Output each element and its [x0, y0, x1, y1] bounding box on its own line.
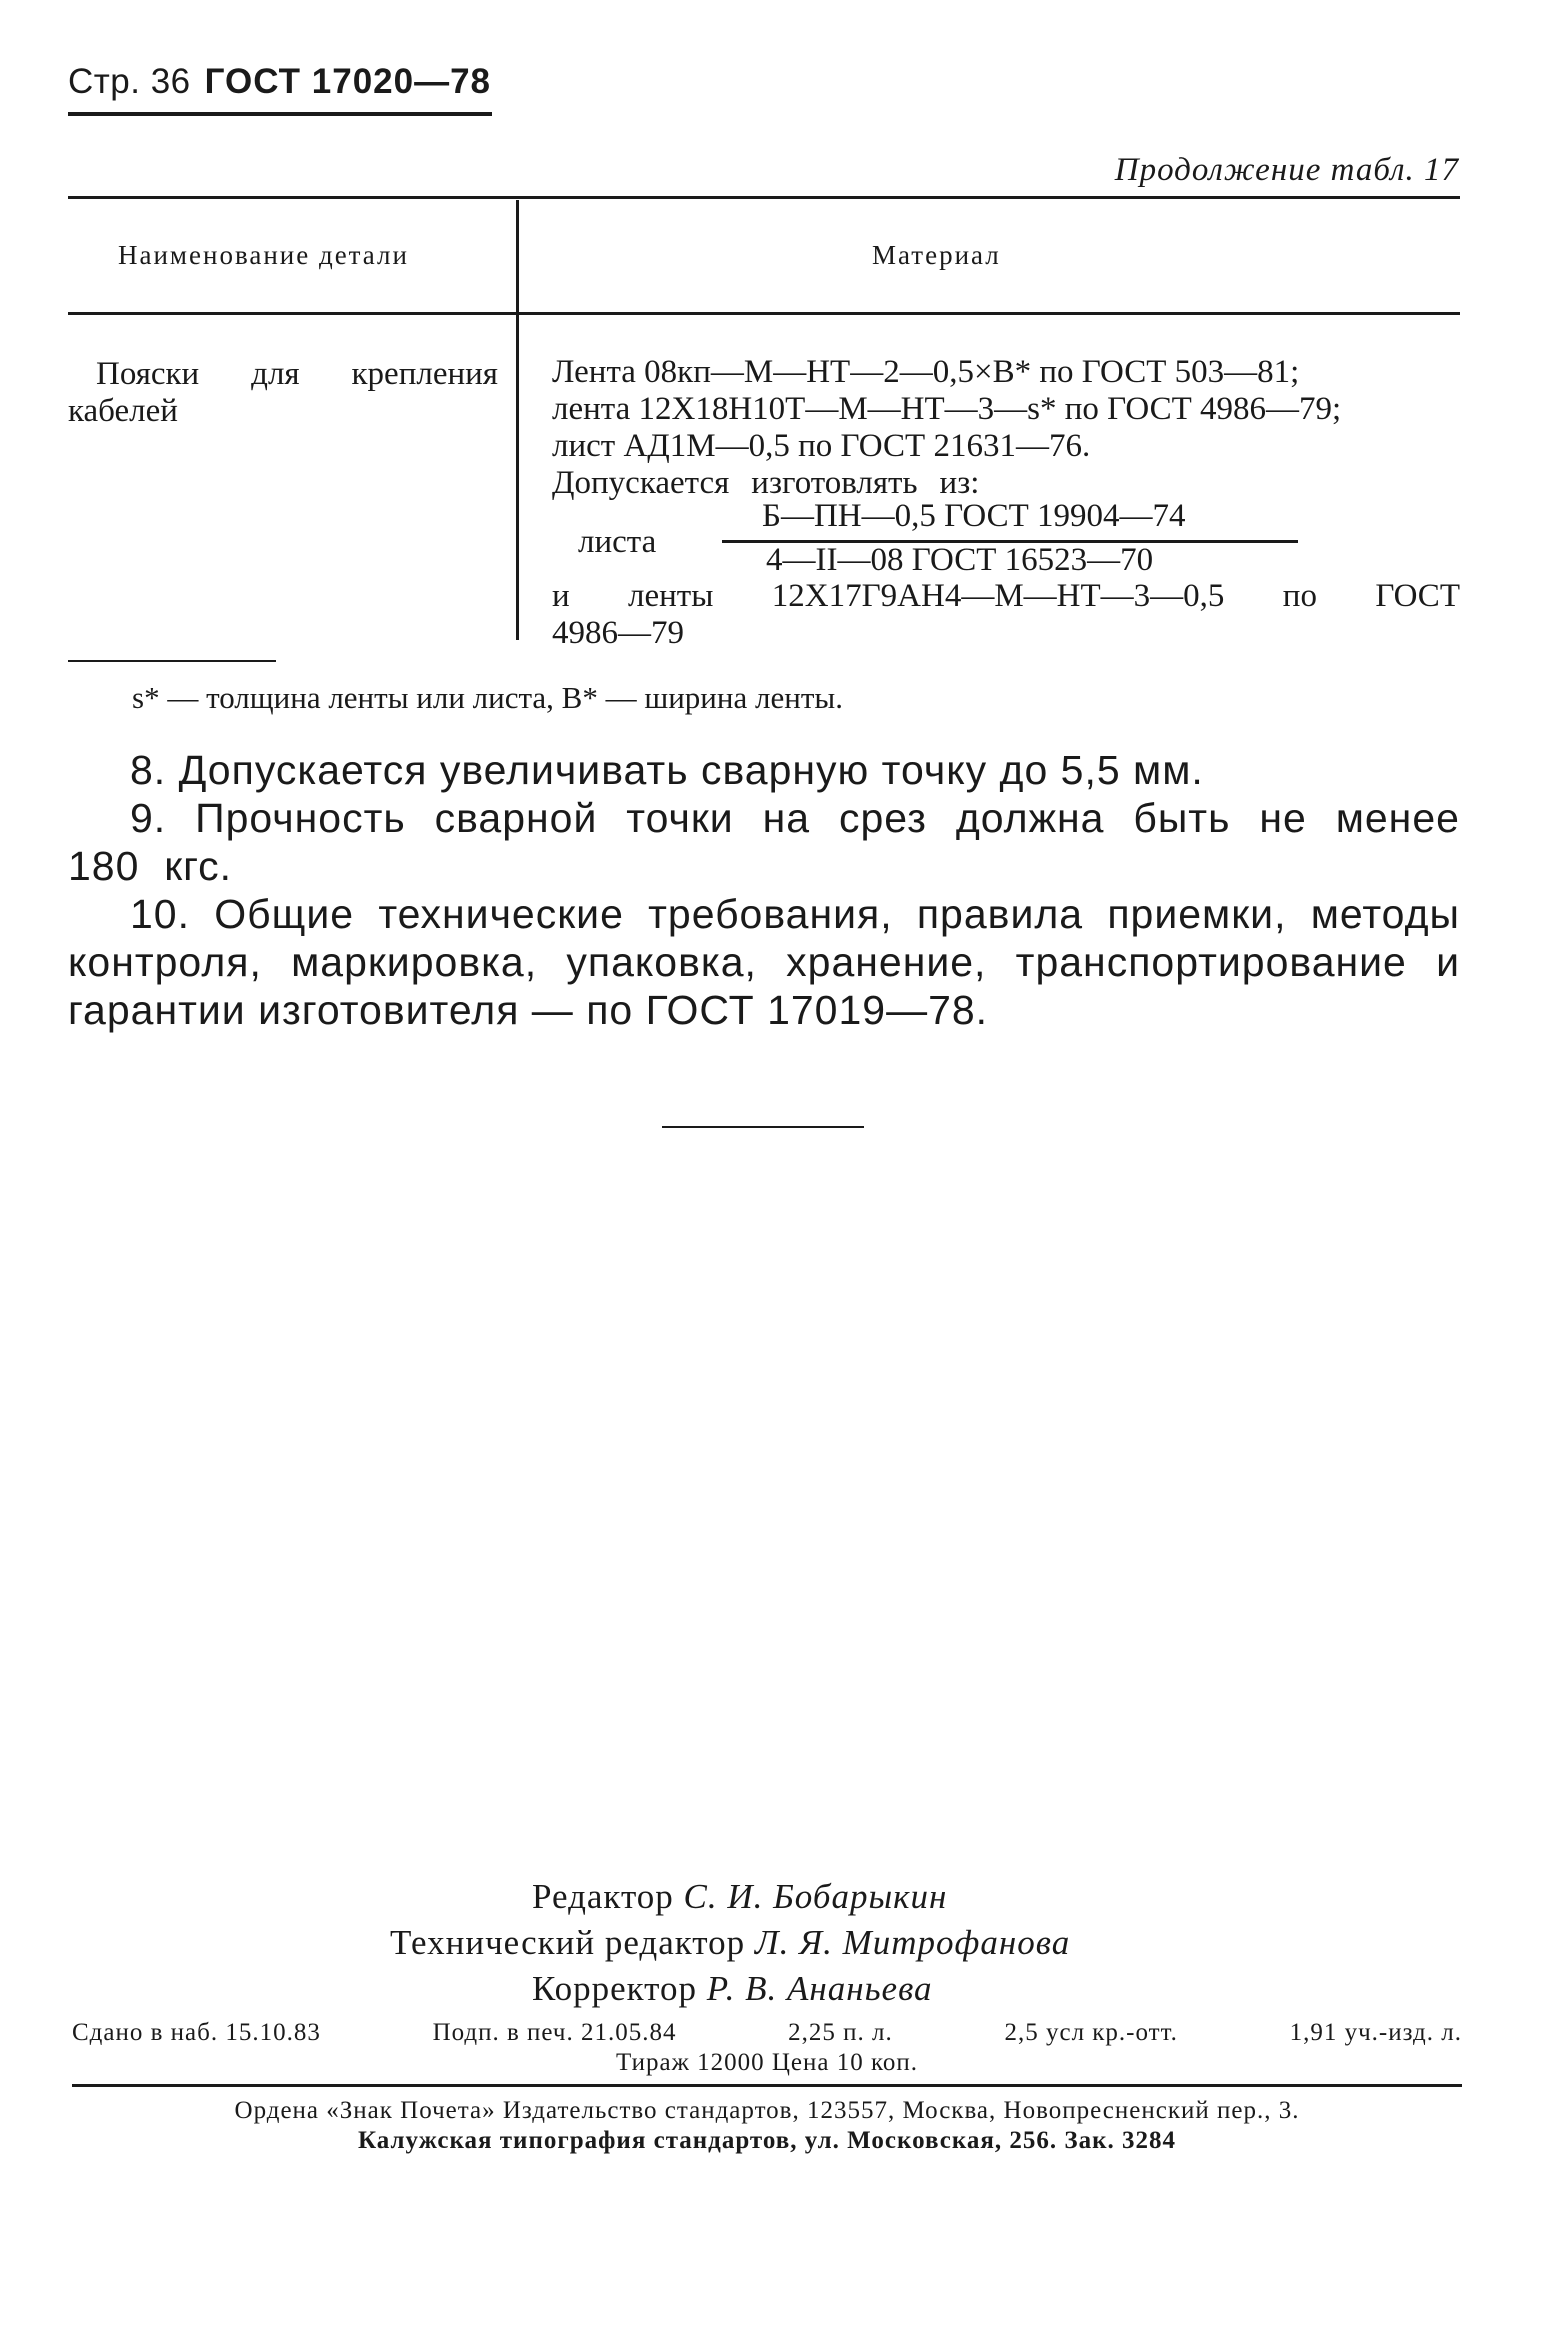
material-line: Лента 08кп—М—НТ—2—0,5×В* по ГОСТ 503—81; — [552, 354, 1300, 390]
credit-role: Технический редактор — [390, 1923, 746, 1962]
page-header — [68, 62, 491, 102]
table-continuation-label: Продолжение табл. 17 — [1114, 152, 1459, 188]
paragraph-word: маркировка, — [291, 939, 538, 985]
imprint-block — [72, 2018, 1462, 2078]
imprint-part: 1,91 уч.-изд. л. — [1289, 2019, 1462, 2046]
footnote: s* — толщина ленты или листа, В* — ширина ленты. — [132, 680, 843, 715]
detail-name-line2: кабелей — [68, 393, 178, 429]
material-word: ленты — [628, 578, 714, 614]
column-header-material: Материал — [872, 240, 1001, 270]
imprint-part: 2,25 п. л. — [788, 2019, 893, 2046]
paragraph-10-line3: гарантии изготовителя — по ГОСТ 17019—78. — [68, 987, 989, 1033]
paragraph-word: технические — [378, 891, 624, 937]
paragraph-8: 8. Допускается увеличивать сварную точку до 5,5 мм. — [130, 747, 1204, 793]
paragraph-word: сварной — [434, 795, 598, 841]
paragraph-word: не — [1259, 795, 1307, 841]
imprint-line-1 — [72, 2018, 1462, 2048]
fraction-numerator: Б—ПН—0,5 ГОСТ 19904—74 — [762, 498, 1186, 534]
paragraph-9-line2: 180 кгс. — [68, 843, 233, 889]
paragraph-word: контроля, — [68, 939, 262, 985]
material-line: лист АД1М—0,5 по ГОСТ 21631—76. — [552, 428, 1091, 464]
paragraph-word: правила — [916, 891, 1084, 937]
material-line: 4986—79 — [552, 615, 684, 651]
detail-name-word: Пояски — [96, 356, 200, 392]
publisher-line-1: Ордена «Знак Почета» Издательство стандартов, 123557, Москва, Новопресненский пер., 3. — [234, 2097, 1300, 2124]
imprint-rule — [72, 2084, 1462, 2087]
paragraph-word: должна — [955, 795, 1105, 841]
column-divider — [516, 200, 519, 640]
paragraph-word: срез — [838, 795, 927, 841]
paragraph-word: упаковка, — [566, 939, 757, 985]
footnote-rule — [68, 660, 276, 662]
paragraph-word: 10. — [130, 891, 190, 937]
paragraph-word: 9. — [130, 795, 167, 841]
credit-name: Р. В. Ананьева — [706, 1969, 933, 2008]
material-word: ГОСТ — [1375, 578, 1460, 614]
detail-name-cell — [68, 356, 498, 430]
paragraph-word: требования, — [648, 891, 893, 937]
credit-role: Корректор — [532, 1969, 698, 2008]
material-word: и — [552, 578, 570, 614]
imprint-part: 2,5 усл кр.-отт. — [1004, 2019, 1178, 2046]
material-word: из: — [939, 465, 980, 501]
credit-role: Редактор — [532, 1877, 674, 1916]
credit-name: С. И. Бобарыкин — [683, 1877, 948, 1916]
paragraph-word: хранение, — [786, 939, 987, 985]
paragraph-word: Общие — [214, 891, 355, 937]
fraction-label: листа — [578, 524, 657, 560]
paragraph-word: менее — [1335, 795, 1460, 841]
material-allowed-line — [552, 465, 979, 502]
paragraph-word: приемки, — [1107, 891, 1287, 937]
paragraph-9 — [68, 794, 1460, 890]
paragraph-word: методы — [1310, 891, 1460, 937]
paragraph-word: точки — [626, 795, 734, 841]
column-header-name: Наименование детали — [118, 240, 409, 270]
detail-name-word: крепления — [351, 356, 498, 392]
imprint-line-2: Тираж 12000 Цена 10 коп. — [615, 2049, 919, 2076]
table-top-rule — [68, 196, 1460, 199]
material-word: по — [1282, 578, 1317, 614]
proofreader-credit — [532, 1966, 933, 2012]
paragraph-word: Прочность — [195, 795, 406, 841]
standard-number: ГОСТ 17020—78 — [204, 62, 492, 101]
table-header-rule — [68, 312, 1460, 315]
paragraph-word: транспортирование — [1015, 939, 1407, 985]
end-rule — [662, 1126, 864, 1128]
tech-editor-credit — [390, 1920, 1070, 1966]
fraction-denominator: 4—II—08 ГОСТ 16523—70 — [766, 542, 1154, 578]
detail-name-word: для — [251, 356, 300, 392]
editor-credit — [532, 1874, 947, 1920]
publisher-block — [72, 2096, 1462, 2156]
material-line: лента 12Х18Н10Т—М—НТ—3—s* по ГОСТ 4986—79; — [552, 391, 1342, 427]
material-word: 12Х17Г9АН4—М—НТ—3—0,5 — [771, 578, 1225, 614]
paragraph-10 — [68, 890, 1460, 1034]
imprint-part: Подп. в печ. 21.05.84 — [432, 2019, 677, 2046]
page-number: Стр. 36 — [68, 62, 191, 101]
material-word: изготовлять — [751, 465, 918, 501]
credit-name: Л. Я. Митрофанова — [754, 1923, 1071, 1962]
paragraph-word: на — [762, 795, 811, 841]
header-rule — [68, 112, 492, 116]
paragraph-word: быть — [1133, 795, 1231, 841]
paragraph-word: и — [1436, 939, 1460, 985]
publisher-line-2: Калужская типография стандартов, ул. Московская, 256. Зак. 3284 — [357, 2127, 1177, 2154]
imprint-part: Сдано в наб. 15.10.83 — [72, 2019, 321, 2046]
material-tape-line — [552, 578, 1460, 615]
material-word: Допускается — [552, 465, 730, 501]
